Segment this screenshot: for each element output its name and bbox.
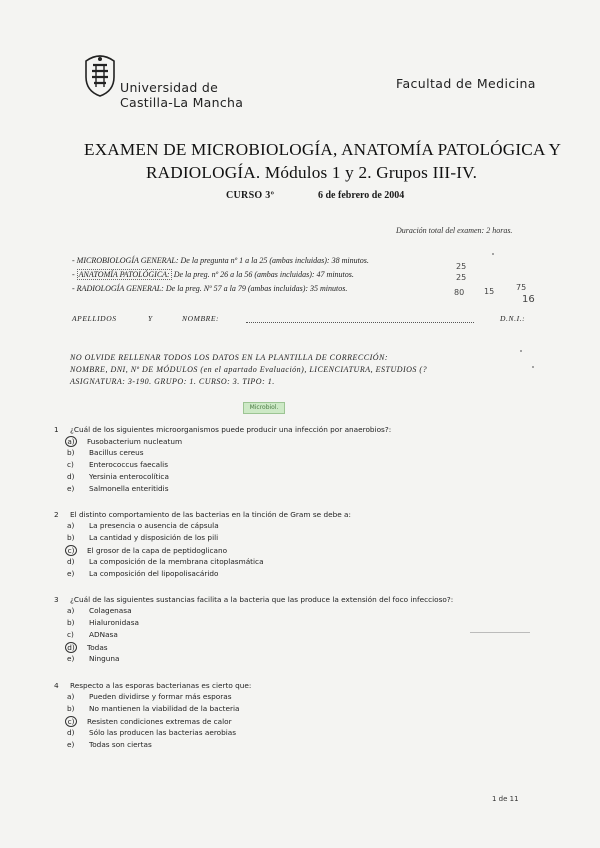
option-text: Todas [87,643,108,652]
notice-line3: ASIGNATURA: 3-190. GRUPO: 1. CURSO: 3. TIPO: 1. [70,377,275,386]
scan-speck [492,253,494,255]
module-label: MICROBIOLOGÍA GENERAL: [76,256,179,265]
notice-line2: NOMBRE, DNI, Nº DE MÓDULOS (en el apartado Evaluación), LICENCIATURA, ESTUDIOS (? [70,365,428,374]
option-letter: b) [67,618,75,627]
exam-title-line1: EXAMEN DE MICROBIOLOGÍA, ANATOMÍA PATOLÓGICA Y [84,140,562,159]
option-letter-circled: c) [65,716,77,727]
handwritten-number: 25 [456,273,467,282]
university-crest-icon [82,53,118,97]
option-b[interactable] [67,618,139,627]
option-letter: c) [67,630,74,639]
dni-label: D.N.I.: [500,314,526,323]
option-letter: d) [67,728,75,737]
option-letter: a) [67,692,75,701]
option-letter: e) [67,484,75,493]
module-anatomia: - ANATOMÍA PATOLÓGICA: De la preg. nº 26 a la 56 (ambas incluidas): 47 minutos. [72,270,354,279]
option-letter: c) [67,460,74,469]
notice-line1: NO OLVIDE RELLENAR TODOS LOS DATOS EN LA PLANTILLA DE CORRECCIÓN: [70,353,389,362]
option-letter: e) [67,740,75,749]
module-text: De la pregunta nº 1 a la 25 (ambas incluidas): 38 minutos. [180,256,369,265]
option-a[interactable] [67,436,182,447]
university-line2: Castilla-La Mancha [120,95,244,110]
option-c[interactable] [67,460,168,469]
module-text: De la preg. Nº 57 a la 79 (ambas incluidas): 35 minutos. [165,284,348,293]
option-text: Todas son ciertas [89,740,152,749]
option-letter: b) [67,704,75,713]
option-letter: b) [67,448,75,457]
option-b[interactable] [67,533,218,542]
university-line1: Universidad de [120,80,219,95]
handwritten-number: 15 [484,287,495,296]
question-text: Respecto a las esporas bacterianas es cierto que: [70,681,252,690]
handwritten-number: 80 [454,288,465,297]
apellidos-label: APELLIDOS [72,314,117,323]
scan-speck [532,366,534,368]
handwritten-number: 25 [456,262,467,271]
exam-duration: Duración total del examen: 2 horas. [396,226,513,235]
option-text: La presencia o ausencia de cápsula [89,521,219,530]
question-number: 1 [54,425,59,434]
module-microbiologia: - MICROBIOLOGÍA GENERAL: De la pregunta nº 1 a la 25 (ambas incluidas): 38 minutos. [72,256,369,265]
exam-title-line2: RADIOLOGÍA. Módulos 1 y 2. Grupos III-IV. [146,163,478,182]
option-e[interactable] [67,569,218,578]
university-name [120,80,243,110]
option-text: Yersinia enterocolítica [89,472,169,481]
option-text: No mantienen la viabilidad de la bacteria [89,704,240,713]
scan-mark [470,632,530,633]
option-letter-circled: d) [65,642,77,653]
option-letter: e) [67,654,75,663]
option-b[interactable] [67,704,240,713]
option-d[interactable] [67,472,169,481]
option-letter: e) [67,569,75,578]
option-a[interactable] [67,692,232,701]
option-text: Colagenasa [89,606,132,615]
option-d[interactable] [67,728,236,737]
module-label: RADIOLOGÍA GENERAL: [76,284,164,293]
scan-speck [520,350,522,352]
option-c[interactable] [67,716,232,727]
course-label: CURSO 3º [226,190,275,201]
option-e[interactable] [67,740,152,749]
option-a[interactable] [67,606,132,615]
option-text: Bacillus cereus [89,448,144,457]
option-letter-circled: c) [65,545,77,556]
faculty-name: Facultad de Medicina [396,76,536,91]
option-text: ADNasa [89,630,118,639]
option-text: Sólo las producen las bacterias aerobias [89,728,237,737]
option-e[interactable] [67,654,119,663]
option-letter-circled: a) [65,436,77,447]
option-d[interactable] [67,557,264,566]
option-letter: b) [67,533,75,542]
handwritten-number: 75 [516,283,527,292]
question-text: ¿Cuál de los siguientes microorganismos puede producir una infección por anaerobios?: [70,425,392,434]
option-letter: d) [67,472,75,481]
section-highlight-tag: Microbiol. [243,402,285,414]
nombre-label: NOMBRE: [182,314,220,323]
option-text: La composición de la membrana citoplasmática [89,557,264,566]
option-e[interactable] [67,484,169,493]
option-d[interactable] [67,642,108,653]
option-text: Ninguna [89,654,120,663]
option-text: La cantidad y disposición de los pili [89,533,219,542]
question-number: 2 [54,510,59,519]
y-label: Y [148,314,153,323]
option-letter: d) [67,557,75,566]
option-text: Salmonella enteritidis [89,484,169,493]
option-text: El grosor de la capa de peptidoglicano [87,546,228,555]
page-indicator: 1 de 11 [492,795,519,803]
option-letter: a) [67,606,75,615]
question-text: El distinto comportamiento de las bacterias en la tinción de Gram se debe a: [70,510,351,519]
module-radiologia: - RADIOLOGÍA GENERAL: De la preg. Nº 57 a la 79 (ambas incluidas): 35 minutos. [72,284,348,293]
option-text: Pueden dividirse y formar más esporas [89,692,232,701]
exam-date: 6 de febrero de 2004 [318,190,405,201]
option-text: Hialuronidasa [89,618,139,627]
option-c[interactable] [67,630,118,639]
option-text: Fusobacterium nucleatum [87,437,183,446]
handwritten-number: 16 [522,294,535,305]
option-text: La composición del lipopolisacárido [89,569,219,578]
option-text: Resisten condiciones extremas de calor [87,717,232,726]
option-c[interactable] [67,545,227,556]
module-text: De la preg. nº 26 a la 56 (ambas incluidas): 47 minutos. [173,270,354,279]
question-number: 4 [54,681,59,690]
question-text: ¿Cuál de las siguientes sustancias facilita a la bacteria que las produce la extensión del foco infeccioso?: [70,595,454,604]
name-fill-line[interactable] [246,322,474,323]
option-b[interactable] [67,448,144,457]
question-number: 3 [54,595,59,604]
option-text: Enterococcus faecalis [89,460,169,469]
module-label: ANATOMÍA PATOLÓGICA: [78,270,170,279]
option-a[interactable] [67,521,219,530]
option-letter: a) [67,521,75,530]
